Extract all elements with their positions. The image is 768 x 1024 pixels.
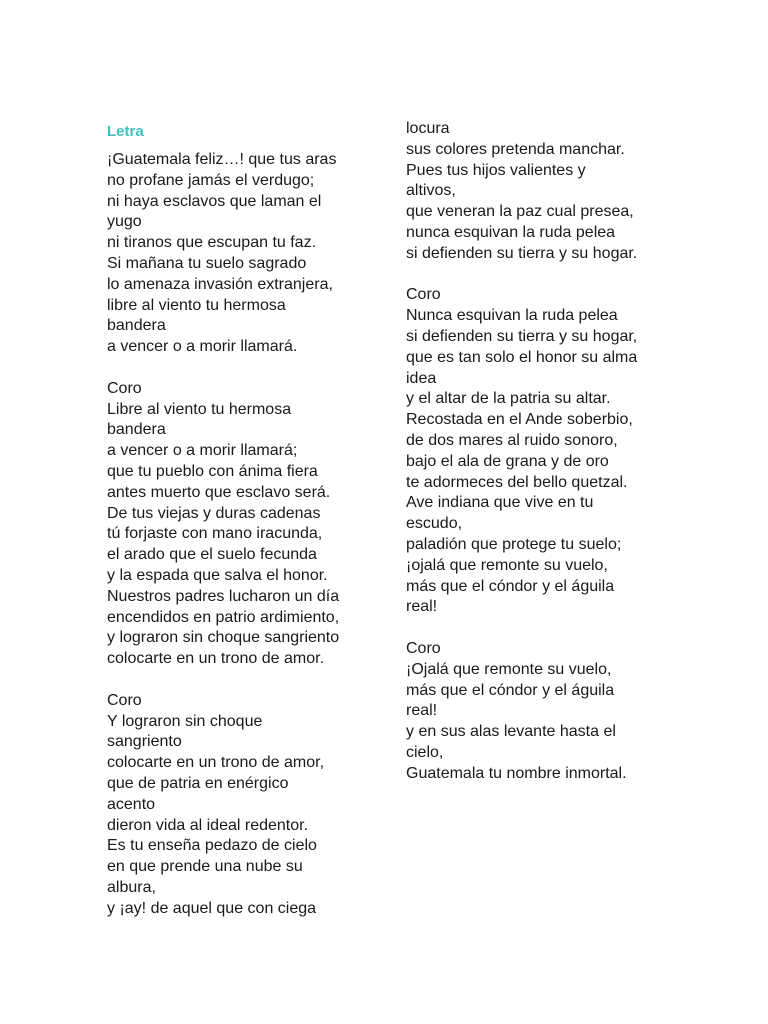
chorus-label: Coro	[406, 286, 441, 304]
lyric-line: bajo el ala de grana y de oro	[406, 452, 609, 470]
lyric-line: ¡Guatemala feliz…! que tus aras	[107, 151, 337, 168]
lyric-line: Es tu enseña pedazo de cielo	[107, 837, 317, 855]
stanza-gap	[107, 670, 387, 691]
lyric-line: a vencer o a morir llamará;	[107, 442, 298, 460]
lyric-line: en que prende una nube su	[107, 858, 303, 876]
lyric-line: libre al viento tu hermosa	[107, 296, 286, 314]
lyric-line: sus colores pretenda manchar.	[406, 140, 625, 158]
left-column	[107, 119, 387, 919]
lyric-line: dieron vida al ideal redentor.	[107, 816, 309, 834]
lyric-line: más que el cóndor y el águila	[406, 577, 615, 595]
lyric-line: y en sus alas levante hasta el	[406, 723, 616, 741]
lyric-line: que de patria en enérgico	[107, 774, 289, 792]
stanza-gap	[406, 265, 706, 286]
lyric-line: lo amenaza invasión extranjera,	[107, 275, 333, 293]
lyric-line: idea	[406, 369, 437, 387]
lyric-line: más que el cóndor y el águila	[406, 681, 615, 699]
lyric-line: Recostada en el Ande soberbio,	[406, 411, 633, 429]
stanza-gap	[406, 618, 706, 639]
lyric-line: Pues tus hijos valientes y	[406, 161, 586, 179]
lyric-line: bandera	[107, 421, 166, 439]
stanza-gap	[107, 358, 387, 379]
lyric-line: si defienden su tierra y su hogar.	[406, 244, 638, 262]
lyric-line: Nunca esquivan la ruda pelea	[406, 307, 618, 325]
lyric-line: el arado que el suelo fecunda	[107, 546, 317, 564]
lyric-line: y lograron sin choque sangriento	[107, 629, 340, 647]
lyric-line: que veneran la paz cual presea,	[406, 203, 634, 221]
chorus-label: Coro	[107, 691, 142, 709]
lyric-line: paladión que protege tu suelo;	[406, 535, 622, 553]
lyric-line: real!	[406, 598, 438, 616]
lyric-line: escudo,	[406, 515, 463, 533]
lyric-line: ¡Ojalá que remonte su vuelo,	[406, 660, 612, 678]
lyric-line: real!	[406, 702, 438, 720]
lyric-line: De tus viejas y duras cadenas	[107, 504, 321, 522]
lyric-line: y la espada que salva el honor.	[107, 566, 328, 584]
lyric-line: locura	[406, 120, 450, 137]
lyric-line: no profane jamás el verdugo;	[107, 171, 315, 189]
lyric-line: si defienden su tierra y su hogar,	[406, 327, 638, 345]
lyric-line: que es tan solo el honor su alma	[406, 348, 638, 366]
lyric-line: que tu pueblo con ánima fiera	[107, 462, 318, 480]
lyric-line: sangriento	[107, 733, 182, 751]
lyric-line: nunca esquivan la ruda pelea	[406, 223, 616, 241]
lyric-line: tú forjaste con mano iracunda,	[107, 525, 323, 543]
lyric-line: y ¡ay! de aquel que con ciega	[107, 899, 317, 917]
lyric-line: encendidos en patrio ardimiento,	[107, 608, 340, 626]
lyric-line: Nuestros padres lucharon un día	[107, 587, 340, 605]
lyric-line: acento	[107, 795, 156, 813]
lyric-line: te adormeces del bello quetzal.	[406, 473, 628, 491]
lyric-line: ni tiranos que escupan tu faz.	[107, 234, 317, 252]
chorus-label: Coro	[406, 639, 441, 657]
lyric-line: ni haya esclavos que laman el	[107, 192, 322, 210]
lyric-line: cielo,	[406, 743, 444, 761]
lyric-line: y el altar de la patria su altar.	[406, 390, 611, 408]
lyric-line: ¡ojalá que remonte su vuelo,	[406, 556, 608, 574]
right-column-lines	[406, 119, 706, 785]
chorus-label: Coro	[107, 379, 142, 397]
lyric-line: yugo	[107, 213, 142, 231]
lyric-line: a vencer o a morir llamará.	[107, 338, 298, 356]
left-column-lines	[107, 150, 387, 919]
lyric-line: bandera	[107, 317, 166, 335]
lyric-line: de dos mares al ruido sonoro,	[406, 431, 618, 449]
lyric-line: colocarte en un trono de amor.	[107, 650, 325, 668]
lyric-line: Ave indiana que vive en tu	[406, 494, 594, 512]
lyric-line: Si mañana tu suelo sagrado	[107, 254, 307, 272]
section-heading: Letra	[107, 123, 144, 140]
lyric-line: colocarte en un trono de amor,	[107, 754, 325, 772]
lyric-line: antes muerto que esclavo será.	[107, 483, 331, 501]
lyric-line: Libre al viento tu hermosa	[107, 400, 292, 418]
right-column	[406, 119, 706, 785]
lyric-line: Guatemala tu nombre inmortal.	[406, 764, 627, 782]
lyric-line: altivos,	[406, 182, 456, 200]
lyric-line: albura,	[107, 878, 156, 896]
lyric-line: Y lograron sin choque	[107, 712, 263, 730]
